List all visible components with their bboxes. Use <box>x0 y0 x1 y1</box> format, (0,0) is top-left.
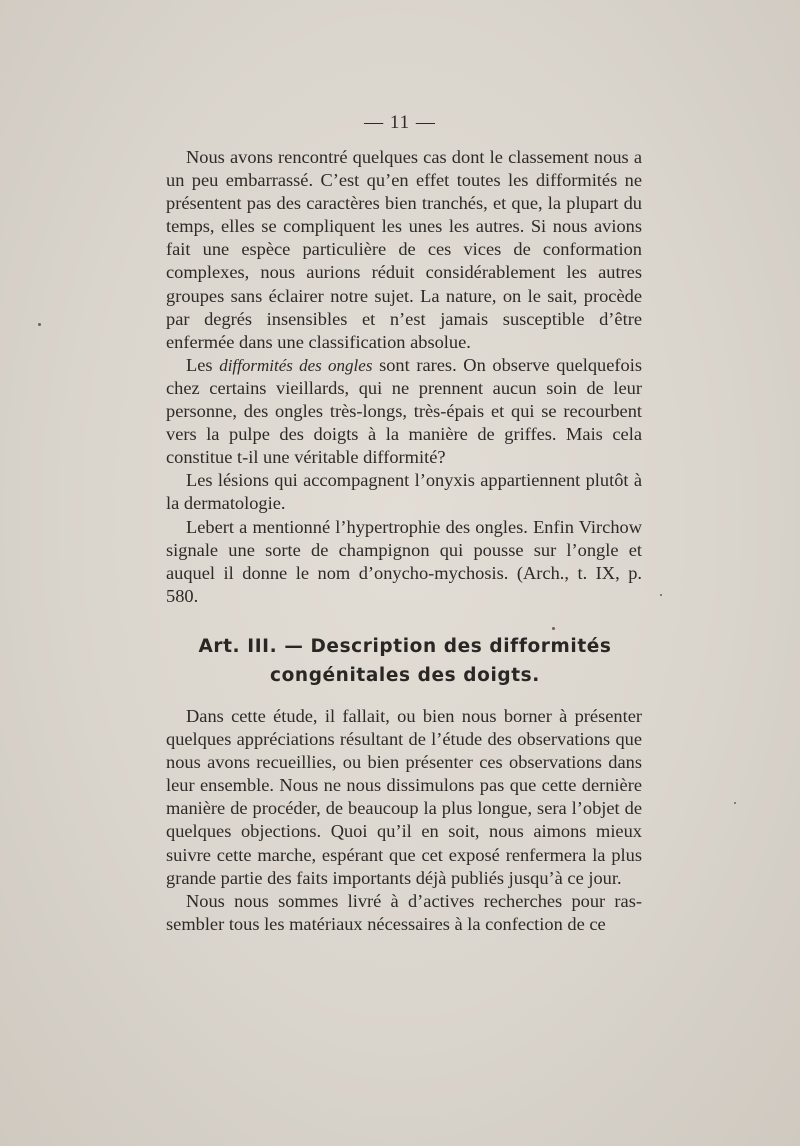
paper-speck <box>660 594 662 596</box>
section-heading-line: congénitales des doigts. <box>270 665 540 686</box>
paper-speck <box>38 323 41 326</box>
text-block-top <box>166 146 642 608</box>
section-heading <box>150 632 660 690</box>
paragraph: Les lésions qui accompagnent l’onyxis appartiennent plutôt à la dermatologie. <box>166 470 642 514</box>
paragraph-text: Les <box>186 354 220 375</box>
italic-term: difformités des ongles <box>219 355 373 375</box>
page-number: — 11 — <box>364 112 436 133</box>
paragraph: Nous avons rencontré quelques cas dont le classement nous a un peu embarrassé. C’est qu’en effet toutes les difformités ne présentent pas des caractères bien tranchés, et que, la plupart du temps, elles se compliquent les unes les autres. Si nous avions fait une espèce particulière de ces vices de conformation complexes, nous aurions réduit considérablement les autres groupes sans éclairer notre sujet. La nature, on le sait, procède par degrés insensibles et n’est jamais susceptible d’être enfermée dans une classification absolue. <box>166 147 642 352</box>
text-block-bottom <box>166 705 642 936</box>
paragraph: Dans cette étude, il fallait, ou bien nous borner à présenter quelques appréciations résultant de l’étude des observations que nous avons recueillies, ou bien présenter ces observations dans leur ensemble. Nous ne nous dissimulons pas que cette dernière manière de procéder, de beaucoup la plus longue, sera l’objet de quelques objections. Quoi qu’il en soit, nous aimons mieux suivre cette marche, espérant que cet exposé renfermera la plus grande partie des faits importants déjà publiés jusqu’à ce jour. <box>166 706 642 888</box>
paragraph-text: sont rares. On observe quelquefois chez certains vieillards, qui ne prennent aucun soin de leur personne, des ongles très-longs, très-épais et qui se recourbent vers la pulpe des doigts à la manière de griffes. Mais cela constitue t-il une véritable difformité? <box>166 354 643 468</box>
paper-speck <box>734 802 736 804</box>
paragraph: Lebert a mentionné l’hypertrophie des ongles. Enfin Virchow signale une sorte de champignon qui pousse sur l’ongle et auquel il donne le nom d’onycho-mychosis. (Arch., t. IX, p. 580. <box>166 516 642 606</box>
paragraph: Nous nous sommes livré à d’actives recherches pour rassembler tous les matériaux nécessaires à la confection de ce <box>166 890 642 934</box>
section-heading-line: Art. III. — Description des difformités <box>198 636 612 657</box>
paragraph <box>166 354 642 469</box>
paper-speck <box>552 627 555 630</box>
